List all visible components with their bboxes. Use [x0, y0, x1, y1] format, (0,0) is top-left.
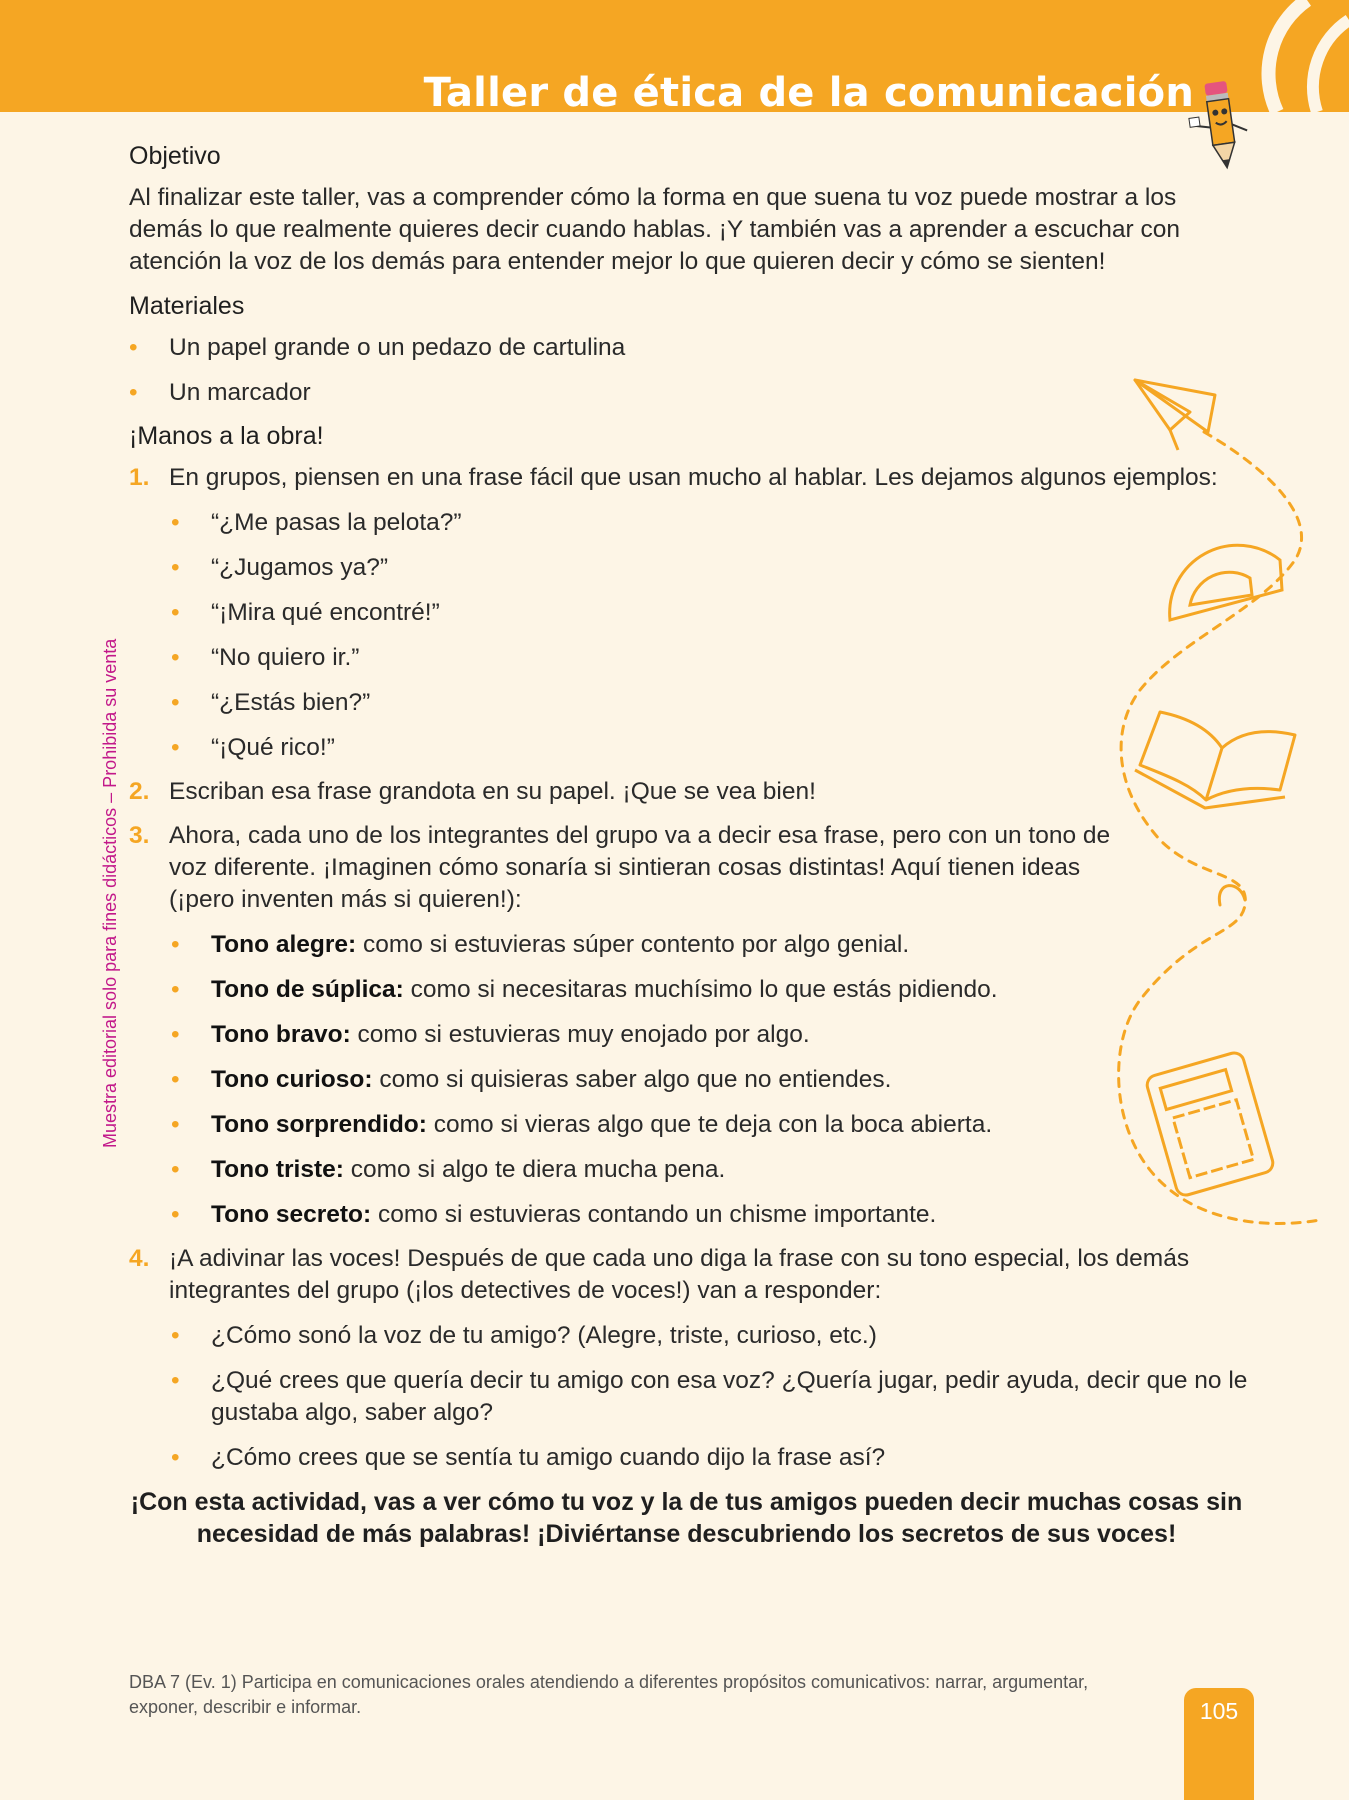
- list-item: [171, 1019, 1254, 1051]
- list-item: [171, 974, 1254, 1006]
- manos-heading: ¡Manos a la obra!: [129, 422, 324, 450]
- step-text: En grupos, piensen en una frase fácil que usan mucho al hablar. Les dejamos algunos ejemplos:: [169, 464, 1218, 491]
- questions-list: [171, 1320, 1254, 1474]
- materiales-heading: Materiales: [129, 292, 245, 320]
- list-item: • Un marcador: [129, 377, 1254, 409]
- step-text: Ahora, cada uno de los integrantes del grupo va a decir esa frase, pero con un tono de voz diferente. ¡Imaginen cómo sonaría si sintieran cosas distintas! Aquí tienen ideas (¡pero inventen más si quieren!):: [169, 822, 1111, 913]
- step-number: 4.: [129, 1245, 150, 1272]
- tone-desc: como si quisieras saber algo que no entiendes.: [379, 1066, 892, 1093]
- examples-list: [171, 507, 1254, 764]
- list-item: [171, 1064, 1254, 1096]
- materiales-list: [129, 332, 1254, 409]
- tone-label: Tono sorprendido:: [211, 1111, 427, 1138]
- list-item: • “¡Qué rico!”: [171, 732, 1254, 764]
- step-text: ¡A adivinar las voces! Después de que cada uno diga la frase con su tono especial, los demás integrantes del grupo (¡los detectives de voces!) van a responder:: [169, 1245, 1190, 1304]
- closing-message: ¡Con esta actividad, vas a ver cómo tu voz y la de tus amigos pueden decir muchas cosas sin necesidad de más palabras! ¡Diviértanse descubriendo los secretos de sus voces!: [130, 1488, 1243, 1548]
- step-2: [129, 776, 1254, 808]
- page-title: Taller de ética de la comunicación: [423, 70, 1194, 116]
- tone-label: Tono bravo:: [211, 1021, 351, 1048]
- tone-label: Tono alegre:: [211, 931, 357, 958]
- footer-dba-note: DBA 7 (Ev. 1) Participa en comunicaciones orales atendiendo a diferentes propósitos comunicativos: narrar, argumentar, exponer, describir e informar.: [129, 1672, 1089, 1717]
- step-3: [129, 820, 1254, 1231]
- tone-desc: como si estuvieras contando un chisme importante.: [377, 1201, 937, 1228]
- list-item: • ¿Cómo sonó la voz de tu amigo? (Alegre, triste, curioso, etc.): [171, 1320, 1254, 1352]
- step-number: 2.: [129, 778, 150, 805]
- tone-label: Tono triste:: [211, 1156, 344, 1183]
- step-number: 3.: [129, 822, 150, 849]
- list-item: [171, 929, 1254, 961]
- main-content: [129, 140, 1254, 1550]
- steps-list: [129, 462, 1254, 1474]
- objetivo-heading: Objetivo: [129, 142, 221, 170]
- list-item: • “¿Me pasas la pelota?”: [171, 507, 1254, 539]
- side-note-vertical: Muestra editorial solo para fines didácticos – Prohibida su venta: [100, 638, 120, 1148]
- tone-desc: como si estuvieras súper contento por algo genial.: [363, 931, 910, 958]
- tone-label: Tono secreto:: [211, 1201, 372, 1228]
- step-text: Escriban esa frase grandota en su papel. ¡Que se vea bien!: [169, 778, 816, 805]
- list-item: • “¿Estás bien?”: [171, 687, 1254, 719]
- tone-desc: como si algo te diera mucha pena.: [350, 1156, 726, 1183]
- list-item: • Un papel grande o un pedazo de cartulina: [129, 332, 1254, 364]
- step-number: 1.: [129, 464, 150, 491]
- tone-desc: como si necesitaras muchísimo lo que estás pidiendo.: [410, 976, 998, 1003]
- list-item: • “¿Jugamos ya?”: [171, 552, 1254, 584]
- objetivo-text: Al finalizar este taller, vas a comprender cómo la forma en que suena tu voz puede mostrar a los demás lo que realmente quieres decir cuando hablas. ¡Y también vas a aprender a escuchar con atención la voz de los demás para entender mejor lo que quieren decir y cómo se sienten!: [129, 184, 1180, 275]
- step-4: [129, 1243, 1254, 1474]
- list-item: • ¿Cómo crees que se sentía tu amigo cuando dijo la frase así?: [171, 1442, 1254, 1474]
- step-1: [129, 462, 1254, 764]
- list-item: [171, 1109, 1254, 1141]
- tone-label: Tono curioso:: [211, 1066, 373, 1093]
- list-item: [171, 1199, 1254, 1231]
- list-item: [171, 1154, 1254, 1186]
- list-item: • “No quiero ir.”: [171, 642, 1254, 674]
- tone-desc: como si vieras algo que te deja con la boca abierta.: [433, 1111, 993, 1138]
- tone-label: Tono de súplica:: [211, 976, 404, 1003]
- list-item: • “¡Mira qué encontré!”: [171, 597, 1254, 629]
- page-number: 105: [1199, 1698, 1239, 1724]
- tones-list: [171, 929, 1254, 1231]
- tone-desc: como si estuvieras muy enojado por algo.: [357, 1021, 810, 1048]
- list-item: • ¿Qué crees que quería decir tu amigo con esa voz? ¿Quería jugar, pedir ayuda, decir que no le gustaba algo, saber algo?: [171, 1365, 1254, 1429]
